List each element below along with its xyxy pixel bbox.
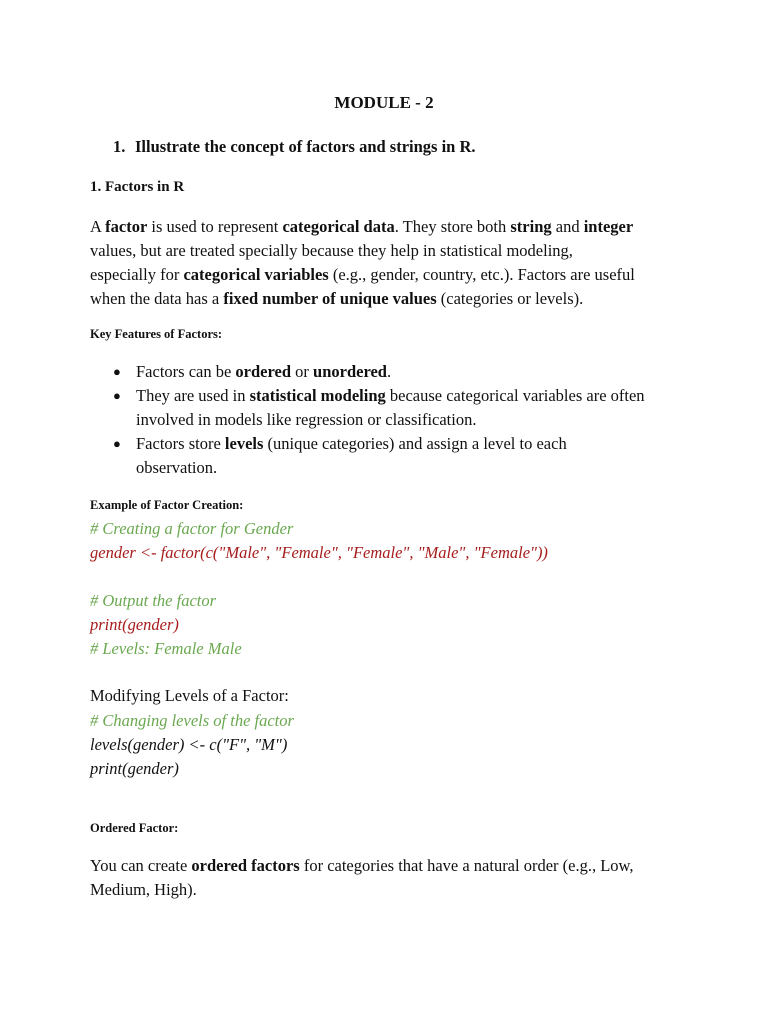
bullet-dot-icon: ● xyxy=(113,364,121,379)
intro-line-3 xyxy=(90,263,690,287)
ordered-paragraph xyxy=(90,854,634,902)
text-run: when the data has a xyxy=(90,289,224,308)
bullet-dot-icon: ● xyxy=(113,436,121,451)
example-heading: Example of Factor Creation: xyxy=(90,498,244,512)
question-text: Illustrate the concept of factors and strings in R. xyxy=(135,137,476,156)
list-item xyxy=(113,384,703,432)
module-title: MODULE - 2 xyxy=(334,93,434,112)
section-heading: 1. Factors in R xyxy=(90,179,185,195)
bold-term: categorical data xyxy=(282,217,395,236)
code-comment: # Creating a factor for Gender xyxy=(90,519,294,538)
code-comment: # Levels: Female Male xyxy=(90,639,242,658)
ordered-line-2: Medium, High). xyxy=(90,880,197,899)
bold-term: fixed number of unique values xyxy=(223,289,437,308)
bullet-line: involved in models like regression or classification. xyxy=(136,410,477,429)
key-features-heading: Key Features of Factors: xyxy=(90,327,223,341)
text-run: A xyxy=(90,217,106,236)
text-run: Factors can be xyxy=(136,362,236,381)
text-run: especially for xyxy=(90,265,184,284)
bold-term: statistical modeling xyxy=(249,386,386,405)
key-features-list xyxy=(113,360,703,480)
text-run: . xyxy=(386,362,392,381)
intro-paragraph xyxy=(90,215,690,311)
intro-line-2: values, but are treated specially because they help in statistical modeling, xyxy=(90,241,573,260)
code-comment: # Changing levels of the factor xyxy=(90,711,294,730)
code-line: levels(gender) <- c("F", "M") xyxy=(90,735,288,754)
text-run: or xyxy=(291,362,314,381)
text-run: and xyxy=(551,217,584,236)
text-run: They are used in xyxy=(136,386,250,405)
bold-term: string xyxy=(510,217,552,236)
code-line: print(gender) xyxy=(90,615,179,634)
bold-term: factor xyxy=(105,217,148,236)
text-run: (unique categories) and assign a level to each xyxy=(263,434,567,453)
text-run: . They store both xyxy=(394,217,511,236)
text-run: (e.g., gender, country, etc.). Factors are useful xyxy=(328,265,635,284)
modifying-heading: Modifying Levels of a Factor: xyxy=(90,686,289,705)
bullet-line: observation. xyxy=(136,458,218,477)
text-run: (categories or levels). xyxy=(436,289,584,308)
code-line: gender <- factor(c("Male", "Female", "Female", "Male", "Female")) xyxy=(90,543,548,562)
intro-line-4 xyxy=(90,287,690,311)
bullet-line xyxy=(136,384,703,408)
bold-term: ordered xyxy=(235,362,292,381)
bullet-line xyxy=(136,360,703,384)
text-run: for categories that have a natural order (e.g., Low, xyxy=(299,856,634,875)
bullet-dot-icon: ● xyxy=(113,388,121,403)
question-number: 1. xyxy=(113,137,126,156)
code-comment: # Output the factor xyxy=(90,591,217,610)
ordered-factor-heading: Ordered Factor: xyxy=(90,821,179,835)
list-item xyxy=(113,360,703,384)
question-heading xyxy=(113,137,476,157)
code-line: print(gender) xyxy=(90,759,179,778)
bold-term: unordered xyxy=(313,362,387,381)
text-run: is used to represent xyxy=(147,217,283,236)
bold-term: levels xyxy=(224,434,264,453)
bold-term: integer xyxy=(583,217,634,236)
bullet-line xyxy=(136,432,703,456)
list-item xyxy=(113,432,703,480)
text-run: Factors store xyxy=(136,434,225,453)
bold-term: categorical variables xyxy=(183,265,329,284)
text-run: because categorical variables are often xyxy=(385,386,645,405)
text-run: You can create xyxy=(90,856,192,875)
intro-line-1 xyxy=(90,215,690,239)
ordered-line-1 xyxy=(90,854,634,878)
bold-term: ordered factors xyxy=(191,856,300,875)
